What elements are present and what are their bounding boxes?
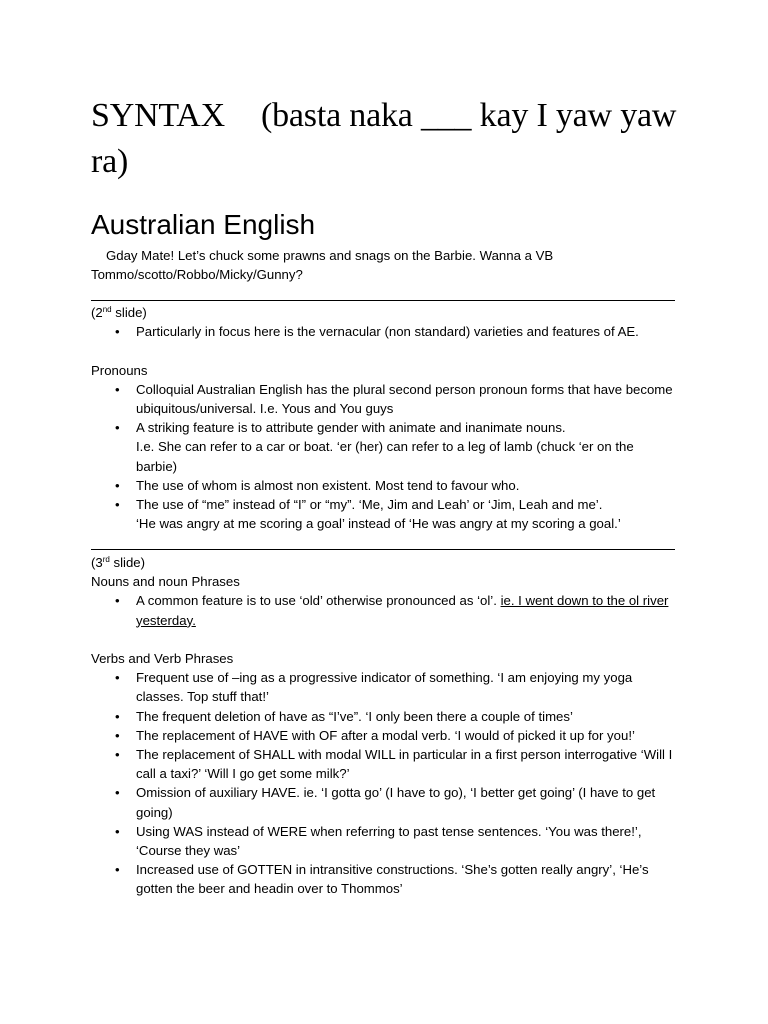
nouns-heading: Nouns and noun Phrases (91, 574, 240, 590)
list-item: • A striking feature is to attribute gender with animate and inanimate nouns. I.e. She can refer to a car or boat. ‘er (her) can refer to a leg of lamb (chuck ‘er on the barbie) (91, 418, 676, 476)
section-heading: Australian English (91, 209, 316, 240)
list-item: • Particularly in focus here is the vernacular (non standard) varieties and features of AE. (91, 322, 676, 341)
pronouns-list (91, 380, 691, 534)
list-item-continuation: I.e. She can refer to a car or boat. ‘er (her) can refer to a leg of lamb (chuck ‘er on the barbie) (136, 439, 634, 474)
intro-paragraph (91, 246, 681, 284)
list-item: • Omission of auxiliary HAVE. ie. ‘I gotta go’ (I have to go), ‘I better get going’ (I have to get going) (91, 783, 676, 821)
example-underlined: ie. I went down to the ol river yesterday. (136, 593, 669, 628)
slide-2-section (91, 303, 691, 533)
list-item: • The replacement of SHALL with modal WILL in particular in a first person interrogative ‘Will I call a taxi?’ ‘Will I go get some milk?’ (91, 745, 676, 783)
slide-2-label: (2nd slide) (91, 305, 147, 320)
nouns-list (91, 591, 691, 629)
verbs-heading: Verbs and Verb Phrases (91, 651, 234, 666)
list-item: • Using WAS instead of WERE when referring to past tense sentences. ‘You was there!’, ‘Course they was’ (91, 822, 676, 860)
list-item: • Colloquial Australian English has the plural second person pronoun forms that have become ubiquitous/universal. I.e. Yous and You guys (91, 380, 676, 418)
list-item: • The use of “me” instead of “I” or “my”. ‘Me, Jim and Leah’ or ‘Jim, Leah and me’. ‘He was angry at me scoring a goal’ instead of ‘He was angry at my scoring a goal.’ (91, 495, 676, 533)
document-title (91, 93, 691, 185)
verbs-list (91, 668, 691, 898)
list-item: • A common feature is to use ‘old’ otherwise pronounced as ‘ol’. ie. I went down to the ol river yesterday. (91, 591, 676, 629)
intro-line-1: Gday Mate! Let’s chuck some prawns and snags on the Barbie. Wanna a VB (106, 248, 554, 263)
title-main: SYNTAX (91, 97, 225, 134)
slide-3-section (91, 553, 691, 899)
list-item: • The frequent deletion of have as “I’ve”. ‘I only been there a couple of times’ (91, 707, 676, 726)
divider-line (91, 549, 675, 550)
slide-3-label: (3rd slide) (91, 555, 146, 570)
intro-line-2: Tommo/scotto/Robbo/Micky/Gunny? (91, 267, 303, 283)
list-item: • Increased use of GOTTEN in intransitive constructions. ‘She’s gotten really angry’, ‘He’s gotten the beer and headin over to Thommos’ (91, 860, 676, 898)
list-item-continuation: ‘He was angry at me scoring a goal’ instead of ‘He was angry at my scoring a goal.’ (136, 516, 621, 532)
list-item: • The use of whom is almost non existent. Most tend to favour who. (91, 476, 676, 495)
list-item: • Frequent use of –ing as a progressive indicator of something. ‘I am enjoying my yoga classes. Top stuff that!’ (91, 668, 676, 706)
title-subtitle: (basta naka ___ kay I yaw yaw ra) (91, 97, 677, 180)
pronouns-heading: Pronouns (91, 362, 148, 378)
slide-2-list (91, 322, 691, 341)
divider-line (91, 300, 675, 301)
list-item: • The replacement of HAVE with OF after a modal verb. ‘I would of picked it up for you!’ (91, 726, 676, 745)
